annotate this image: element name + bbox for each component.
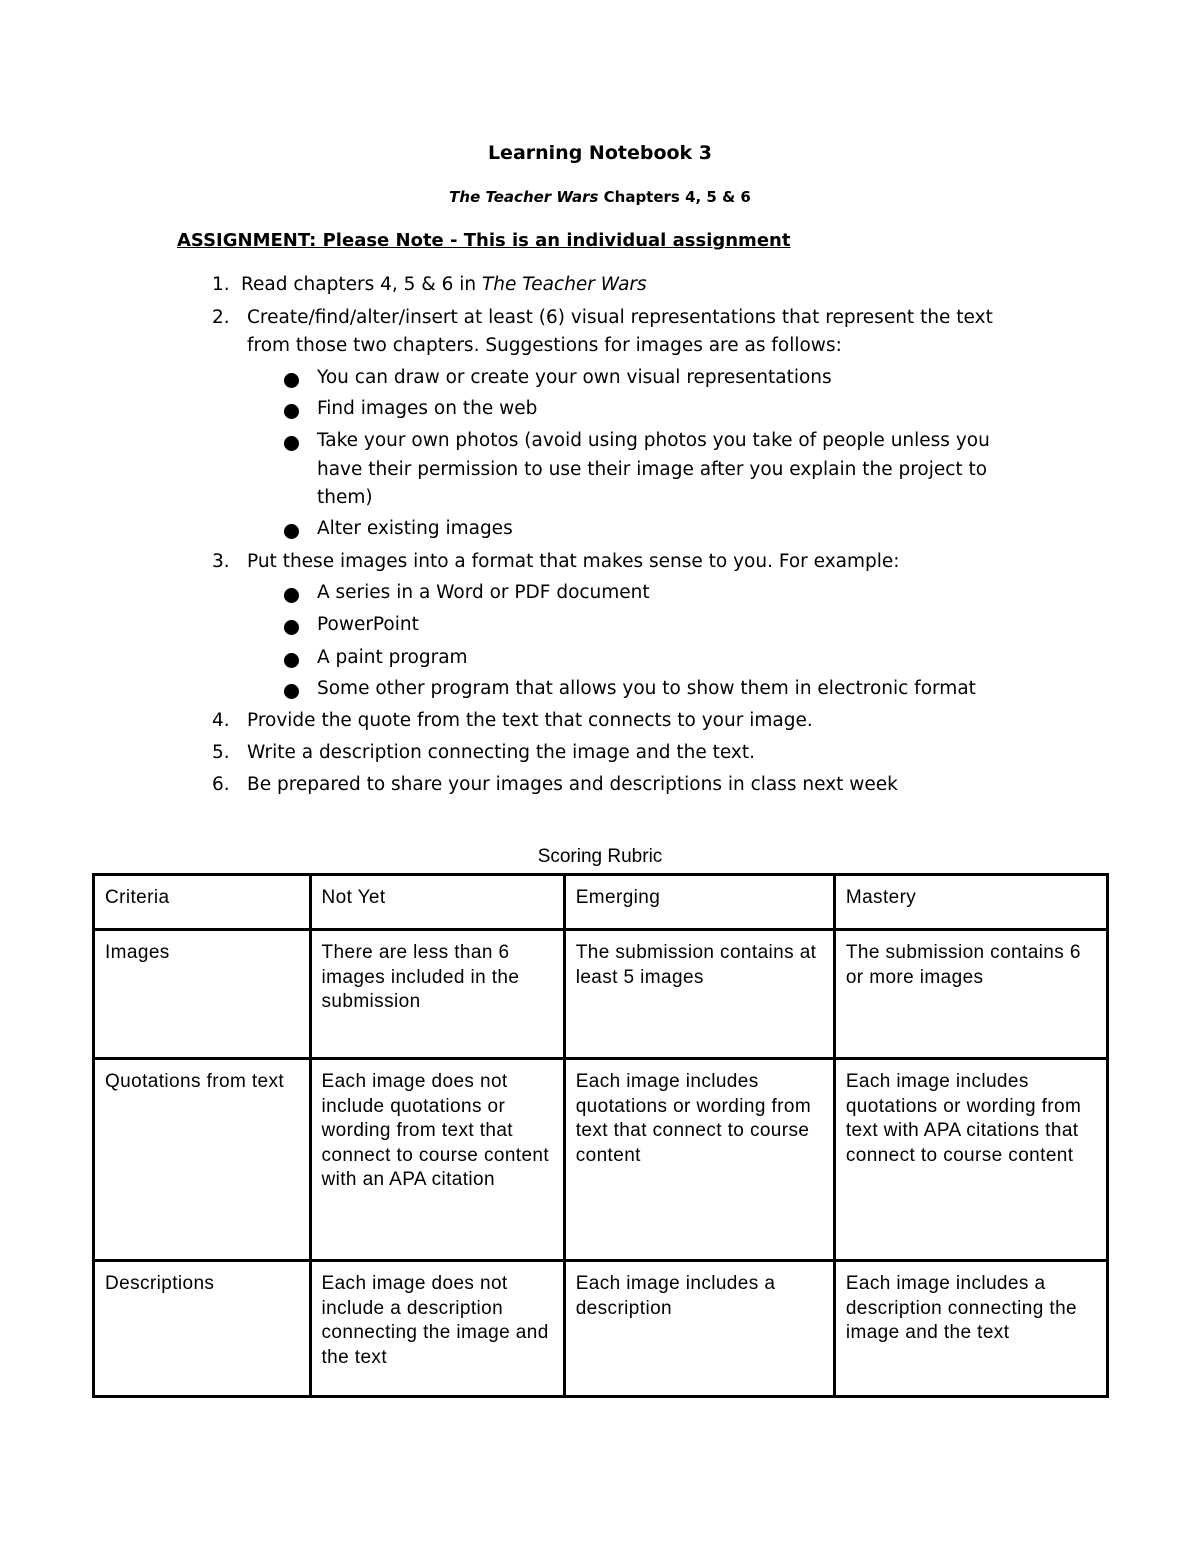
book-title: The Teacher Wars (449, 188, 599, 206)
step-text-plain: Read chapters 4, 5 & 6 in (241, 274, 482, 295)
bullet-text: A paint program (317, 647, 468, 668)
page-subtitle (0, 188, 1200, 206)
bullet-text: Take your own photos (avoid using photos you take of people unless you (317, 430, 990, 451)
bullet-text: A series in a Word or PDF document (317, 582, 650, 603)
subtitle-chapters: Chapters 4, 5 & 6 (598, 188, 751, 206)
column-header: Mastery (834, 875, 1107, 930)
column-header: Not Yet (310, 875, 564, 930)
rubric-title: Scoring Rubric (537, 846, 663, 867)
step-text: Put these images into a format that makes sense to you. For example: (247, 551, 900, 572)
step-text (241, 273, 647, 297)
table-cell: Each image includes quotations or wording from text with APA citations that connect to course content (834, 1059, 1107, 1261)
step-number: 4. (212, 710, 230, 731)
assignment-heading: ASSIGNMENT: Please Note - This is an individual assignment (177, 230, 791, 251)
step-number: 1. (212, 274, 230, 295)
table-cell: The submission contains 6 or more images (834, 930, 1107, 1059)
step-text: from those two chapters. Suggestions for images are as follows: (247, 335, 842, 356)
table-cell: Quotations from text (94, 1059, 311, 1261)
bullet-text: Some other program that allows you to show them in electronic format (317, 678, 976, 699)
step-number: 2. (212, 307, 230, 328)
step-text: Provide the quote from the text that connects to your image. (247, 710, 813, 731)
table-row (94, 930, 1108, 1059)
page-title: Learning Notebook 3 (487, 142, 713, 164)
table-cell: Descriptions (94, 1261, 311, 1397)
table-cell: The submission contains at least 5 images (564, 930, 834, 1059)
bullet-icon (284, 373, 299, 388)
bullet-text: Find images on the web (317, 398, 538, 419)
table-cell: There are less than 6 images included in the submission (310, 930, 564, 1059)
step-number: 6. (212, 774, 230, 795)
bullet-icon (284, 436, 299, 451)
table-cell: Images (94, 930, 311, 1059)
bullet-text: PowerPoint (317, 614, 419, 635)
bullet-icon (284, 524, 299, 539)
table-header-row (94, 875, 1108, 930)
step-text: Be prepared to share your images and descriptions in class next week (247, 774, 898, 795)
table-cell: Each image does not include quotations or wording from text that connect to course content with an APA citation (310, 1059, 564, 1261)
column-header: Emerging (564, 875, 834, 930)
rubric-table (92, 873, 1109, 1398)
bullet-text: them) (317, 487, 373, 508)
bullet-icon (284, 653, 299, 668)
bullet-text: Alter existing images (317, 518, 513, 539)
table-row (94, 1261, 1108, 1397)
bullet-icon (284, 684, 299, 699)
step-number: 3. (212, 551, 230, 572)
book-title: The Teacher Wars (482, 274, 647, 295)
table-row (94, 1059, 1108, 1261)
table-cell: Each image includes a description connecting the image and the text (834, 1261, 1107, 1397)
table-cell: Each image does not include a description connecting the image and the text (310, 1261, 564, 1397)
step-text: Write a description connecting the image and the text. (247, 742, 755, 763)
table-cell: Each image includes quotations or wording from text that connect to course content (564, 1059, 834, 1261)
column-header: Criteria (94, 875, 311, 930)
bullet-icon (284, 588, 299, 603)
step-text: Create/find/alter/insert at least (6) visual representations that represent the text (247, 307, 993, 328)
table-cell: Each image includes a description (564, 1261, 834, 1397)
bullet-icon (284, 620, 299, 635)
bullet-text: have their permission to use their image after you explain the project to (317, 459, 988, 480)
bullet-icon (284, 404, 299, 419)
step-number: 5. (212, 742, 230, 763)
bullet-text: You can draw or create your own visual representations (317, 367, 832, 388)
